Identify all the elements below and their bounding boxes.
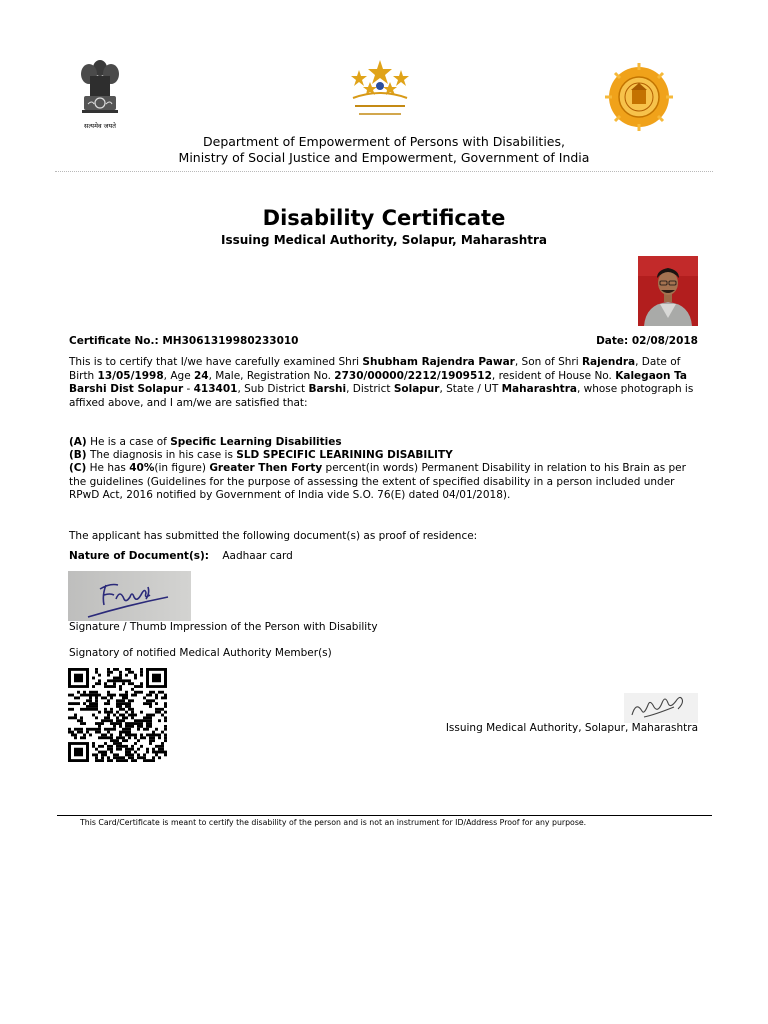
finding-b-label: (B) bbox=[69, 449, 87, 462]
para-text: - bbox=[183, 383, 194, 395]
person-photo bbox=[638, 256, 698, 326]
sub-district: Barshi bbox=[308, 383, 347, 395]
signatory-label: Signatory of notified Medical Authority Member(s) bbox=[69, 647, 332, 659]
certificate-number bbox=[69, 335, 299, 347]
para-text: , Sub District bbox=[237, 383, 309, 395]
para-text: , Male, Registration No. bbox=[208, 369, 335, 382]
document-nature bbox=[69, 550, 293, 562]
department-line-2: Ministry of Social Justice and Empowerment, Government of India bbox=[178, 150, 590, 165]
footer-disclaimer: This Card/Certificate is meant to certify the disability of the person and is not an instrument for ID/Address Proof for any purpose. bbox=[80, 818, 587, 827]
qr-code-icon bbox=[68, 668, 167, 762]
para-text: , resident of House No. bbox=[491, 369, 616, 382]
pin-code: 413401 bbox=[193, 383, 238, 395]
certificate-date-label: Date: bbox=[596, 335, 629, 347]
state: Maharashtra bbox=[501, 383, 577, 395]
authority-signature-image bbox=[624, 693, 698, 723]
department-heading bbox=[0, 134, 768, 166]
issuing-authority: Issuing Medical Authority, Solapur, Maharashtra bbox=[445, 722, 698, 734]
svg-text:सत्यमेव जयते: सत्यमेव जयते bbox=[84, 122, 116, 130]
district: Solapur bbox=[393, 383, 440, 395]
disability-percent: 40% bbox=[129, 462, 155, 475]
person-signature-image bbox=[68, 571, 191, 621]
sugamya-emblem-icon bbox=[345, 58, 415, 122]
finding-b-text: The diagnosis in his case is bbox=[86, 449, 237, 462]
state-seal-icon bbox=[601, 62, 677, 132]
para-text: This is to certify that I/we have carefully examined Shri bbox=[69, 356, 363, 368]
person-name: Shubham Rajendra Pawar bbox=[362, 356, 515, 368]
para-text: , Date of Birth bbox=[69, 356, 681, 382]
finding-c-text: He has bbox=[86, 462, 130, 475]
finding-b bbox=[69, 449, 701, 462]
father-name: Rajendra bbox=[581, 356, 636, 368]
para-text: , District bbox=[346, 383, 394, 395]
signature-caption: Signature / Thumb Impression of the Person with Disability bbox=[69, 621, 378, 633]
certification-paragraph bbox=[69, 356, 701, 410]
certificate-subtitle: Issuing Medical Authority, Solapur, Maharashtra bbox=[220, 233, 547, 247]
certificate-title: Disability Certificate bbox=[262, 206, 506, 230]
certificate-number-value: MH3061319980233010 bbox=[162, 335, 299, 347]
certificate-number-label: Certificate No.: bbox=[69, 335, 159, 347]
department-line-1: Department of Empowerment of Persons with Disabilities, bbox=[203, 134, 565, 149]
certificate-date bbox=[596, 335, 698, 347]
house-number: Kalegaon Ta Barshi Dist Solapur bbox=[69, 369, 688, 395]
para-text: , whose photograph is affixed above, and I am/we are satisfied that: bbox=[69, 383, 694, 409]
header-divider bbox=[55, 171, 713, 172]
proof-intro: The applicant has submitted the following document(s) as proof of residence: bbox=[69, 530, 478, 542]
diagnosis: SLD SPECIFIC LEARINING DISABILITY bbox=[236, 449, 453, 462]
national-emblem-icon bbox=[78, 58, 122, 134]
para-text: , State / UT bbox=[439, 383, 502, 395]
finding-c-label: (C) bbox=[69, 462, 87, 475]
para-text: , Age bbox=[163, 369, 194, 382]
finding-c bbox=[69, 462, 701, 502]
finding-c-text: (in figure) bbox=[154, 462, 210, 475]
finding-a-text: He is a case of bbox=[86, 436, 171, 448]
para-text: , Son of Shri bbox=[514, 356, 582, 368]
disability-percent-words: Greater Then Forty bbox=[209, 462, 323, 475]
certificate-date-value: 02/08/2018 bbox=[631, 335, 698, 347]
date-of-birth: 13/05/1998 bbox=[97, 369, 164, 382]
finding-a bbox=[69, 436, 701, 449]
age: 24 bbox=[194, 369, 209, 382]
document-nature-label: Nature of Document(s): bbox=[69, 550, 209, 562]
disability-type: Specific Learning Disabilities bbox=[170, 436, 342, 448]
registration-number: 2730/00000/2212/1909512 bbox=[334, 369, 492, 382]
finding-c-text: percent(in words) Permanent Disability in relation to his Brain as per the guidelines (Guidelines for the purpose of assessing the extent of specified disability in a person included under RPwD Act, 2016 notified by Government of India vide S.O. 76(E) dated 04/01/2018). bbox=[69, 462, 686, 501]
document-nature-value: Aadhaar card bbox=[222, 550, 293, 562]
footer-divider bbox=[57, 815, 712, 816]
findings-block bbox=[69, 436, 701, 502]
finding-a-label: (A) bbox=[69, 436, 87, 448]
